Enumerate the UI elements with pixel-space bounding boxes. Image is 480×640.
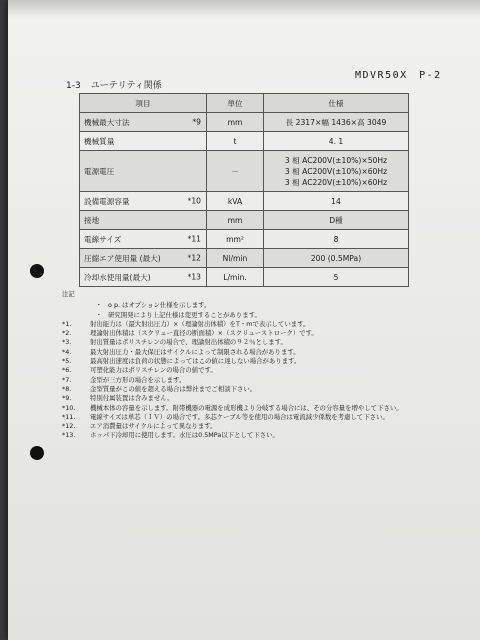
table-row — [80, 249, 409, 268]
row-unit: t — [207, 132, 264, 151]
row-item-label: 機械質量 — [84, 136, 115, 146]
row-item-label: 圧縮エア使用量 (最大) — [84, 253, 161, 263]
table-row — [80, 132, 409, 151]
note-item — [62, 431, 462, 440]
note-item — [62, 366, 462, 375]
voltage-line: 3 相 AC200V(±10%)×50Hz — [284, 155, 388, 165]
row-item-label: 設備電源容量 — [84, 196, 130, 206]
section-title: ユーテリティ関係 — [90, 81, 162, 91]
utility-spec-table — [79, 93, 409, 287]
row-unit: L/min. — [207, 268, 264, 287]
table-row — [80, 211, 409, 230]
note-item — [62, 413, 462, 422]
row-item — [80, 151, 207, 192]
bullet-dot: ・ — [95, 301, 102, 310]
table-row — [80, 192, 409, 211]
row-value: D種 — [264, 211, 409, 230]
note-item — [62, 376, 462, 385]
header-unit: 単位 — [207, 94, 264, 113]
table-row — [80, 268, 409, 287]
row-item-label: 電源電圧 — [84, 166, 115, 176]
note-text: 可塑化能力はポリスチレンの場合の値です。 — [90, 366, 217, 375]
note-mark: *1. — [62, 319, 72, 328]
row-item — [80, 249, 207, 268]
row-unit: mm — [207, 113, 264, 132]
notes-heading: 注記 — [62, 290, 75, 298]
table-row — [80, 151, 409, 192]
row-item-label: 接地 — [84, 215, 100, 225]
punch-hole-lower — [30, 446, 44, 460]
note-text: 電線サイズは単芯（ＩＶ）の場合です。多芯ケーブル等を使用の場合は電流減少係数を考慮して下さい。 — [90, 412, 389, 421]
row-item — [80, 113, 207, 132]
note-mark: *2. — [62, 329, 72, 338]
voltage-line: 3 相 AC200V(±10%)×60Hz — [284, 166, 388, 176]
row-note-mark: *11 — [187, 234, 201, 244]
row-item — [80, 132, 207, 151]
table-row — [80, 230, 409, 249]
row-unit: mm — [207, 211, 264, 230]
row-value: 4. 1 — [264, 132, 409, 151]
note-item — [62, 357, 462, 366]
row-note-mark: *13 — [187, 272, 201, 282]
row-unit: mm² — [207, 230, 264, 249]
row-unit: － — [207, 151, 264, 192]
note-text: 機械本体の容量を示します。附帯機器の電源を成形機より分岐する場合には、その分容量を増やして下さい。 — [90, 403, 403, 412]
note-mark: *13. — [62, 431, 76, 440]
note-mark: *4. — [62, 347, 72, 356]
note-text: エア消費量はサイクルによって異なります。 — [90, 422, 217, 431]
note-item — [62, 394, 462, 403]
note-item — [62, 320, 462, 329]
notes-bullet — [62, 301, 462, 310]
note-mark: *8. — [62, 384, 72, 393]
note-mark: *12. — [62, 422, 76, 431]
note-item — [62, 338, 462, 347]
note-text: 特別付属装置は含みません。 — [90, 394, 174, 403]
page-top-shadow — [8, 0, 480, 18]
voltage-line: 3 相 AC220V(±10%)×60Hz — [284, 177, 388, 187]
row-item-label: 冷却水使用量(最大) — [84, 272, 151, 282]
row-unit: Nl/min — [207, 249, 264, 268]
section-heading — [66, 78, 162, 91]
note-mark: *6. — [62, 366, 72, 375]
note-text: o p. はオプション仕様を示します。 — [108, 301, 211, 310]
row-item-label: 機械最大寸法 — [84, 117, 130, 127]
note-text: 最大射出圧力・最大保圧はサイクルによって制限される場合があります。 — [90, 347, 300, 356]
notes-section — [62, 290, 462, 441]
note-text: 最高射出速度は負荷の状態によってはこの値に達しない場合があります。 — [90, 357, 301, 366]
notes-bullet — [62, 311, 462, 320]
row-item-label: 電線サイズ — [84, 234, 122, 244]
row-note-mark: *12 — [187, 253, 201, 263]
note-text: 金型質量がこの値を超える場合は弊社までご相談下さい。 — [90, 384, 257, 393]
row-item — [80, 192, 207, 211]
note-mark: *9. — [62, 394, 72, 403]
note-mark: *11. — [62, 412, 76, 421]
note-text: 研究開発により上記仕様は変更することがあります。 — [108, 310, 261, 319]
row-note-mark: *9 — [192, 117, 201, 127]
table-header-row — [80, 94, 409, 113]
table-row — [80, 113, 409, 132]
row-value — [264, 151, 409, 192]
row-unit: kVA — [207, 192, 264, 211]
bullet-dot: ・ — [95, 310, 102, 319]
row-item — [80, 268, 207, 287]
note-text: 射出能力は（最大射出圧力）×（理論射出体積）をT・mで表示しています。 — [90, 319, 310, 328]
row-value: 長 2317×幅 1436×高 3049 — [264, 113, 409, 132]
note-mark: *5. — [62, 357, 72, 366]
note-item — [62, 348, 462, 357]
note-item — [62, 404, 462, 413]
header-spec: 仕様 — [264, 94, 409, 113]
note-text: 射出質量はポリスチレンの場合で、理論射出体積の９２％とします。 — [90, 338, 287, 347]
note-text: 理論射出体積は（スクリュー直径の断面積）×（スクリューストローク）です。 — [90, 329, 318, 338]
row-value: 200 (0.5MPa) — [264, 249, 409, 268]
row-value: 14 — [264, 192, 409, 211]
row-item — [80, 211, 207, 230]
note-text: ホッパ下冷却用に使用します。水圧は0.5MPa以下として下さい。 — [90, 431, 279, 440]
row-item — [80, 230, 207, 249]
note-mark: *10. — [62, 403, 76, 412]
document-id: MDVR50X P-2 — [355, 70, 442, 81]
note-mark: *3. — [62, 338, 72, 347]
note-text: 金型が三方形の場合を示します。 — [90, 375, 186, 384]
note-mark: *7. — [62, 375, 72, 384]
punch-hole-upper — [30, 264, 44, 278]
section-number: 1-3 — [66, 81, 81, 91]
row-value: 8 — [264, 230, 409, 249]
note-item — [62, 385, 462, 394]
row-note-mark: *10 — [187, 196, 201, 206]
header-item: 項目 — [80, 94, 207, 113]
row-value: 5 — [264, 268, 409, 287]
